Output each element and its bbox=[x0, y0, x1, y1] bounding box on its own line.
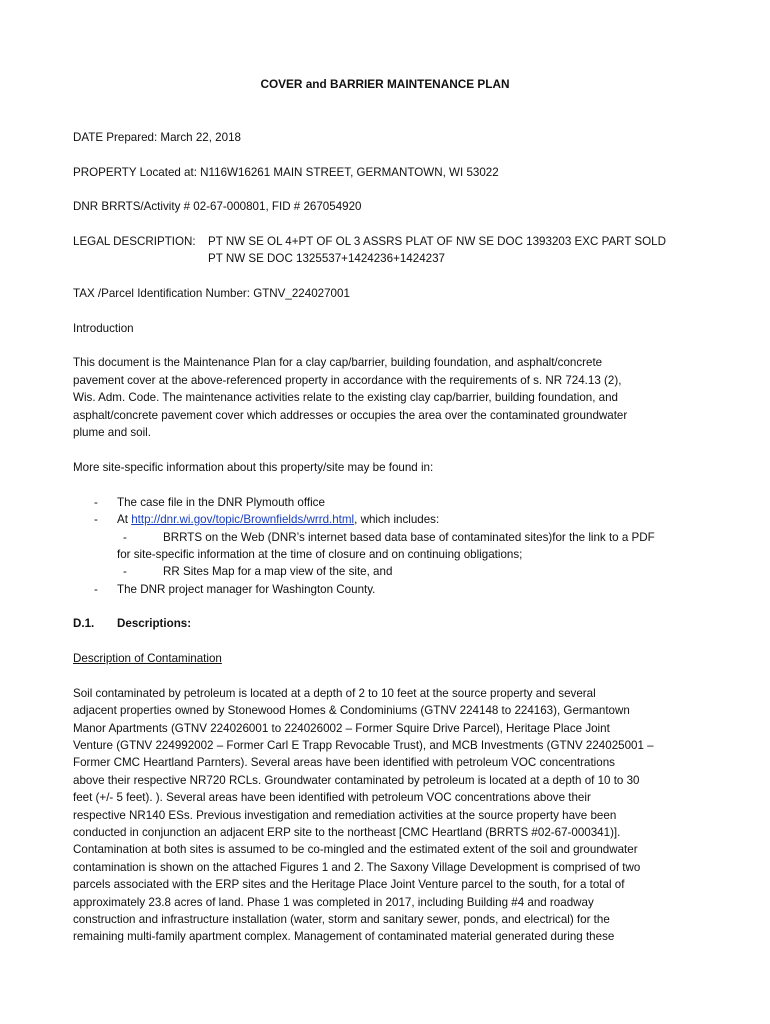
dnr-activity-number: DNR BRRTS/Activity # 02-67-000801, FID # 267054920 bbox=[73, 200, 362, 213]
contamination-paragraph-line: parcels associated with the ERP sites and the Heritage Place Joint Venture parcel to the south, for a total of bbox=[73, 878, 625, 891]
tax-parcel-number: TAX /Parcel Identification Number: GTNV_224027001 bbox=[73, 287, 350, 300]
contamination-paragraph-line: respective NR140 ESs. Previous investigation and remediation activities at the source property have been bbox=[73, 809, 617, 822]
contamination-paragraph-line: conducted in conjunction an adjacent ERP site to the northeast [CMC Heartland (BRRTS #02-67-000341)]. bbox=[73, 826, 621, 839]
bullet-dash: - bbox=[94, 583, 98, 596]
more-info-line: More site-specific information about this property/site may be found in: bbox=[73, 461, 434, 474]
contamination-paragraph-line: Contamination at both sites is assumed to be co-mingled and the estimated extent of the soil and groundwater bbox=[73, 843, 638, 856]
sub-bullet-dash: - bbox=[123, 565, 127, 578]
bullet-dash: - bbox=[94, 513, 98, 526]
contamination-heading: Description of Contamination bbox=[73, 652, 222, 665]
contamination-paragraph-line: Venture (GTNV 224992002 – Former Carl E Trapp Revocable Trust), and MCB Investments (GTNV 224025001 – bbox=[73, 739, 654, 752]
contamination-paragraph-line: adjacent properties owned by Stonewood Homes & Condominiums (GTNV 224148 to 224163), Germantown bbox=[73, 704, 630, 717]
sub-bullet-brrts-line-2: for site-specific information at the time of closure and on continuing obligations; bbox=[117, 548, 523, 561]
bullet-item-website bbox=[117, 511, 439, 528]
intro-paragraph-line: Wis. Adm. Code. The maintenance activities relate to the existing clay cap/barrier, building foundation, and bbox=[73, 391, 618, 404]
brownfields-link[interactable]: http://dnr.wi.gov/topic/Brownfields/wrrd.html bbox=[131, 513, 355, 526]
contamination-paragraph-line: approximately 23.8 acres of land. Phase 1 was completed in 2017, including Building #4 and roadway bbox=[73, 896, 594, 909]
bullet-item-website-suffix: , which includes: bbox=[354, 513, 440, 526]
bullet-dash: - bbox=[94, 496, 98, 509]
document-title: COVER and BARRIER MAINTENANCE PLAN bbox=[260, 77, 510, 91]
contamination-paragraph-line: remaining multi-family apartment complex. Management of contaminated material generated during these bbox=[73, 930, 615, 943]
intro-paragraph-line: plume and soil. bbox=[73, 426, 151, 439]
bullet-item-website-prefix: At bbox=[117, 513, 132, 526]
contamination-paragraph-line: Former CMC Heartland Parnters). Several areas have been identified with petroleum VOC concentrations bbox=[73, 756, 615, 769]
intro-paragraph-line: This document is the Maintenance Plan for a clay cap/barrier, building foundation, and asphalt/concrete bbox=[73, 356, 603, 369]
introduction-heading: Introduction bbox=[73, 322, 134, 335]
date-prepared: DATE Prepared: March 22, 2018 bbox=[73, 131, 241, 144]
contamination-paragraph-line: feet (+/- 5 feet). ). Several areas have been identified with petroleum VOC concentrations above their bbox=[73, 791, 591, 804]
sub-bullet-brrts-line-1: BRRTS on the Web (DNR’s internet based data base of contaminated sites)for the link to a PDF bbox=[163, 531, 655, 544]
contamination-paragraph-line: Manor Apartments (GTNV 224026001 to 224026002 – Former Squire Drive Parcel), Heritage Place Joint bbox=[73, 722, 610, 735]
sub-bullet-rr-sites-map: RR Sites Map for a map view of the site, and bbox=[163, 565, 393, 578]
section-number: D.1. bbox=[73, 617, 95, 630]
section-title: Descriptions: bbox=[117, 617, 192, 630]
contamination-paragraph-line: above their respective NR720 RCLs. Groundwater contaminated by petroleum is located at a depth of 10 to 30 bbox=[73, 774, 640, 787]
sub-bullet-dash: - bbox=[123, 531, 127, 544]
bullet-item-project-manager: The DNR project manager for Washington County. bbox=[117, 583, 376, 596]
contamination-paragraph-line: construction and infrastructure installation (water, storm and sanitary sewer, ponds, and electrical) for the bbox=[73, 913, 610, 926]
contamination-paragraph-line: contamination is shown on the attached Figures 1 and 2. The Saxony Village Development is comprised of two bbox=[73, 861, 641, 874]
legal-description-line-1: PT NW SE OL 4+PT OF OL 3 ASSRS PLAT OF NW SE DOC 1393203 EXC PART SOLD bbox=[208, 235, 667, 248]
intro-paragraph-line: pavement cover at the above-referenced property in accordance with the requirements of s. NR 724.13 (2), bbox=[73, 374, 622, 387]
contamination-paragraph-line: Soil contaminated by petroleum is located at a depth of 2 to 10 feet at the source property and several bbox=[73, 687, 596, 700]
legal-description-line-2: PT NW SE DOC 1325537+1424236+1424237 bbox=[208, 252, 445, 265]
intro-paragraph-line: asphalt/concrete pavement cover which addresses or occupies the area over the contaminated groundwater bbox=[73, 409, 628, 422]
legal-description-label: LEGAL DESCRIPTION: bbox=[73, 235, 196, 248]
bullet-item-case-file: The case file in the DNR Plymouth office bbox=[117, 496, 325, 509]
property-location: PROPERTY Located at: N116W16261 MAIN STREET, GERMANTOWN, WI 53022 bbox=[73, 166, 499, 179]
